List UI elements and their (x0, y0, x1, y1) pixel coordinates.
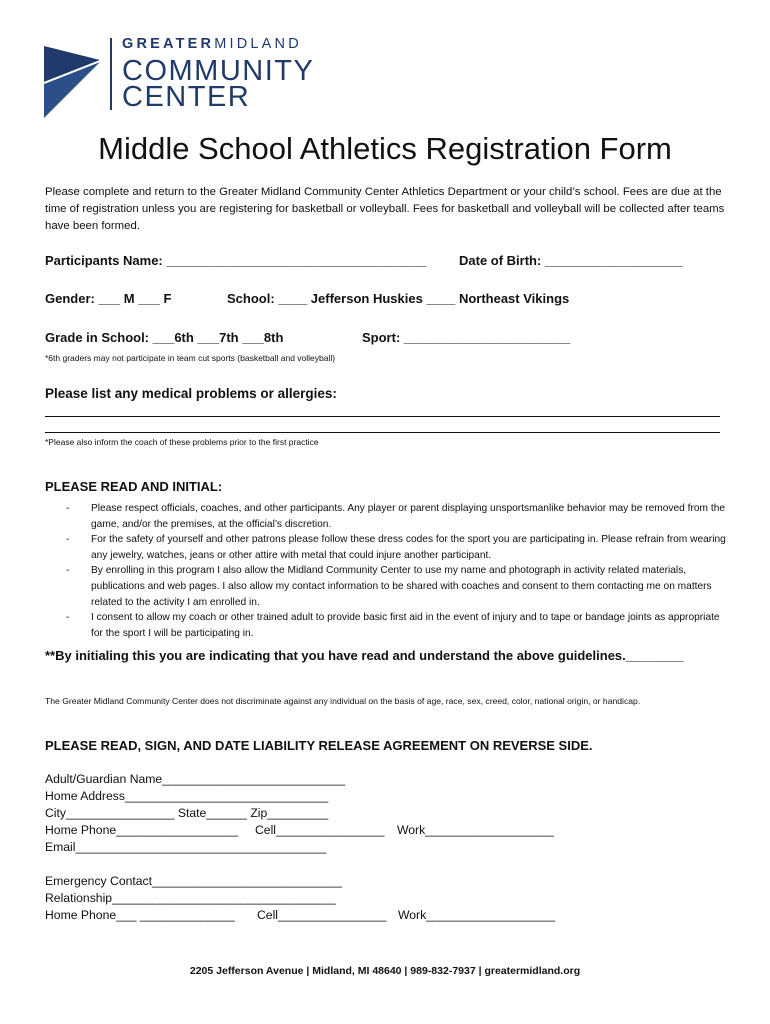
email-field[interactable]: Email_____________________________________ (45, 840, 327, 854)
gender-field[interactable]: Gender: ___ M ___ F (45, 291, 172, 306)
logo-divider (110, 38, 112, 110)
city-state-zip-field[interactable]: City________________ State______ Zip_________ (45, 806, 329, 820)
liability-heading: PLEASE READ, SIGN, AND DATE LIABILITY RELEASE AGREEMENT ON REVERSE SIDE. (45, 738, 593, 753)
logo-wordmark-center: CENTER (122, 81, 251, 113)
guardian-name-field[interactable]: Adult/Guardian Name___________________________ (45, 772, 346, 786)
footer-address: 2205 Jefferson Avenue | Midland, MI 48640 | 989-832-7937 | greatermidland.org (189, 965, 581, 977)
medical-note: *Please also inform the coach of these problems prior to the first practice (45, 437, 319, 447)
medical-line-2[interactable] (45, 432, 720, 433)
emergency-work-phone-field[interactable]: Work___________________ (398, 908, 555, 922)
medical-line-1[interactable] (45, 416, 720, 417)
participant-name-field[interactable]: Participants Name: ____________________________________ (45, 253, 427, 268)
emergency-cell-phone-field[interactable]: Cell________________ (257, 908, 387, 922)
grade-note: *6th graders may not participate in team cut sports (basketball and volleyball) (45, 353, 336, 363)
logo-wordmark-top: GREATERMIDLAND (122, 36, 302, 52)
emergency-contact-field[interactable]: Emergency Contact____________________________ (45, 874, 342, 888)
home-address-field[interactable]: Home Address______________________________ (45, 789, 329, 803)
sport-field[interactable]: Sport: _______________________ (362, 330, 571, 345)
list-item: - I consent to allow my coach or other trained adult to provide basic first aid in the event of injury and to tape or bandage joints as appropriate for the sport I will be participating in. (66, 612, 720, 639)
read-initial-heading: PLEASE READ AND INITIAL: (45, 479, 223, 494)
logo-wordmark-community: COMMUNITY (122, 55, 315, 87)
list-item: - For the safety of yourself and other patrons please follow these dress codes for the sport you are participating in. Please refrain from wearing any jewelry, watches, jeans or other attire with metal that could injure another participant. (66, 534, 726, 561)
intro-paragraph: Please complete and return to the Greater Midland Community Center Athletics Department or your child’s school. Fees are due at the time of registration unless you are registering for basketball or volleyball. Fees for basketball and volleyball will be collected after teams have been formed. (45, 186, 725, 232)
guidelines-list (66, 501, 726, 641)
cell-phone-field[interactable]: Cell________________ (255, 823, 385, 837)
initial-agreement-field[interactable]: **By initialing this you are indicating that you have read and understand the above guidelines.________ (45, 648, 684, 663)
page-title: Middle School Athletics Registration Form (98, 131, 672, 166)
grade-field[interactable]: Grade in School: ___6th ___7th ___8th (45, 330, 284, 345)
emergency-home-phone-field[interactable]: Home Phone___ ______________ (45, 908, 235, 922)
relationship-field[interactable]: Relationship_________________________________ (45, 891, 336, 905)
date-of-birth-field[interactable]: Date of Birth: ___________________ (459, 253, 683, 268)
list-item: - By enrolling in this program I also allow the Midland Community Center to use my name and photograph in activity related materials, publications and web pages. I also allow my contact information to be shared with coaches and consent to them contacting me on matters related to the activity I am enrolled in. (66, 565, 712, 608)
school-field[interactable]: School: ____ Jefferson Huskies ____ Northeast Vikings (227, 291, 570, 306)
work-phone-field[interactable]: Work___________________ (397, 823, 554, 837)
logo-mark-icon (44, 46, 102, 118)
medical-heading: Please list any medical problems or allergies: (45, 386, 337, 401)
list-item: - Please respect officials, coaches, and other participants. Any player or parent displaying unsportsmanlike behavior may be removed from the game, and/or the premises, at the official’s discretion. (66, 503, 726, 530)
nondiscrimination-statement: The Greater Midland Community Center does not discriminate against any individual on the basis of age, race, sex, creed, color, national origin, or handicap. (45, 696, 641, 706)
home-phone-field[interactable]: Home Phone__________________ (45, 823, 239, 837)
